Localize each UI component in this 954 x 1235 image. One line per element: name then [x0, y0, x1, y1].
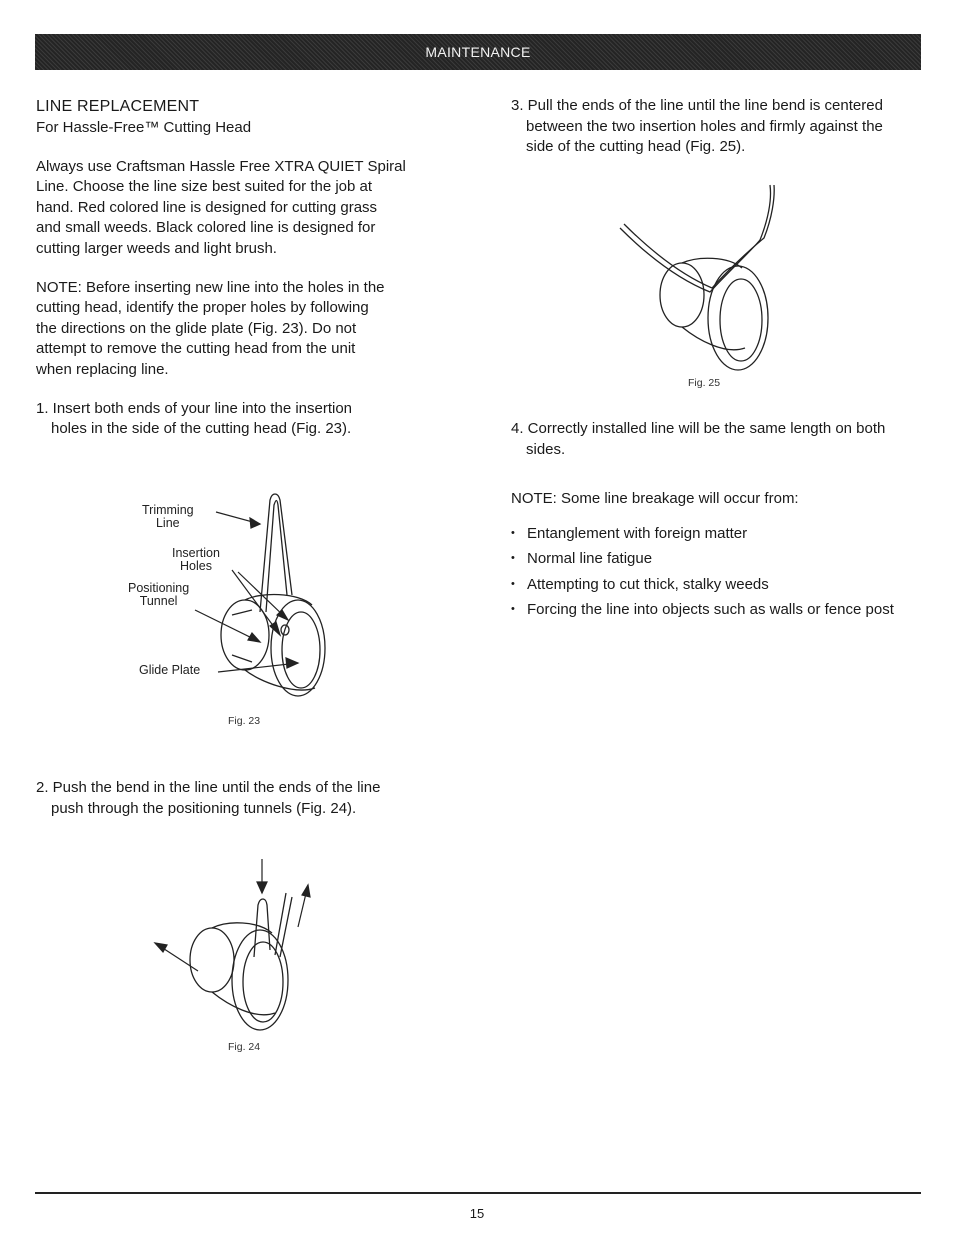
intro-line: Always use Craftsman Hassle Free XTRA QUIET Spiral: [36, 157, 406, 175]
step-3-line: 3. Pull the ends of the line until the line bend is centered: [511, 97, 883, 114]
step-1: [36, 399, 428, 440]
step-2-block: [36, 778, 428, 819]
step-4-line: 4. Correctly installed line will be the same length on both: [511, 420, 886, 437]
list-item: • Entanglement with foreign matter: [511, 521, 923, 547]
note-line: NOTE: Before inserting new line into the holes in the: [36, 278, 385, 296]
list-item: • Forcing the line into objects such as walls or fence post: [511, 597, 923, 623]
note-paragraph: [36, 278, 428, 381]
positioning-tunnel-label: Positioning Tunnel: [128, 581, 190, 608]
intro-line: and small weeds. Black colored line is designed for: [36, 219, 376, 237]
note-line: attempt to remove the cutting head from the unit: [36, 340, 356, 358]
page-number: 15: [469, 1206, 485, 1221]
intro-line: Line. Choose the line size best suited for the job at: [36, 178, 373, 196]
step-4: [511, 419, 923, 460]
step-1-line: holes in the side of the cutting head (Fig. 23).: [51, 420, 352, 438]
breakage-causes-list: [511, 521, 923, 623]
bullet-icon: •: [511, 577, 515, 590]
cutting-head-push-illustration: [150, 855, 330, 1035]
section-header-banner: [35, 34, 921, 70]
bullet-icon: •: [511, 526, 515, 539]
list-item: • Normal line fatigue: [511, 546, 923, 572]
figure-23-caption: Fig. 23: [228, 715, 261, 727]
step-2-line: 2. Push the bend in the line until the ends of the line: [36, 779, 381, 796]
section-title: MAINTENANCE: [425, 44, 531, 60]
list-item: • Attempting to cut thick, stalky weeds: [511, 572, 923, 598]
glide-plate-label: Glide Plate: [139, 663, 201, 677]
bullet-icon: •: [511, 552, 515, 565]
cutting-head-centered-illustration: [610, 180, 800, 370]
right-lower-block: [511, 419, 923, 623]
bullet-icon: •: [511, 603, 515, 616]
footer-divider: [35, 1192, 921, 1194]
figure-24: [150, 855, 330, 1060]
step-4-line: sides.: [526, 440, 566, 458]
right-column: [511, 96, 923, 158]
intro-paragraph: [36, 157, 428, 260]
figure-23: [120, 490, 370, 730]
left-column: [36, 96, 428, 440]
figure-25-caption: Fig. 25: [688, 377, 721, 389]
intro-line: cutting larger weeds and light brush.: [36, 239, 277, 257]
figure-24-caption: Fig. 24: [228, 1041, 261, 1053]
step-1-line: 1. Insert both ends of your line into the insertion: [36, 399, 353, 417]
step-2-line: push through the positioning tunnels (Fig. 24).: [51, 799, 357, 817]
line-replacement-heading: LINE REPLACEMENT: [36, 98, 200, 115]
trimming-line-label: Trimming Line: [142, 503, 194, 530]
line-replacement-subheading: For Hassle-Free™ Cutting Head: [36, 119, 252, 136]
note-line: when replacing line.: [36, 360, 169, 378]
note-line: the directions on the glide plate (Fig. 23). Do not: [36, 319, 357, 337]
breakage-note-intro: NOTE: Some line breakage will occur from:: [511, 490, 799, 508]
step-3-line: side of the cutting head (Fig. 25).: [526, 138, 746, 156]
step-3-line: between the two insertion holes and firmly against the: [526, 117, 883, 135]
insertion-holes-label: Insertion Holes: [172, 546, 220, 573]
step-3: [511, 96, 923, 158]
intro-line: hand. Red colored line is designed for cutting grass: [36, 198, 378, 216]
figure-25: [610, 180, 800, 395]
step-2: [36, 778, 428, 819]
note-line: cutting head, identify the proper holes by following: [36, 299, 369, 317]
